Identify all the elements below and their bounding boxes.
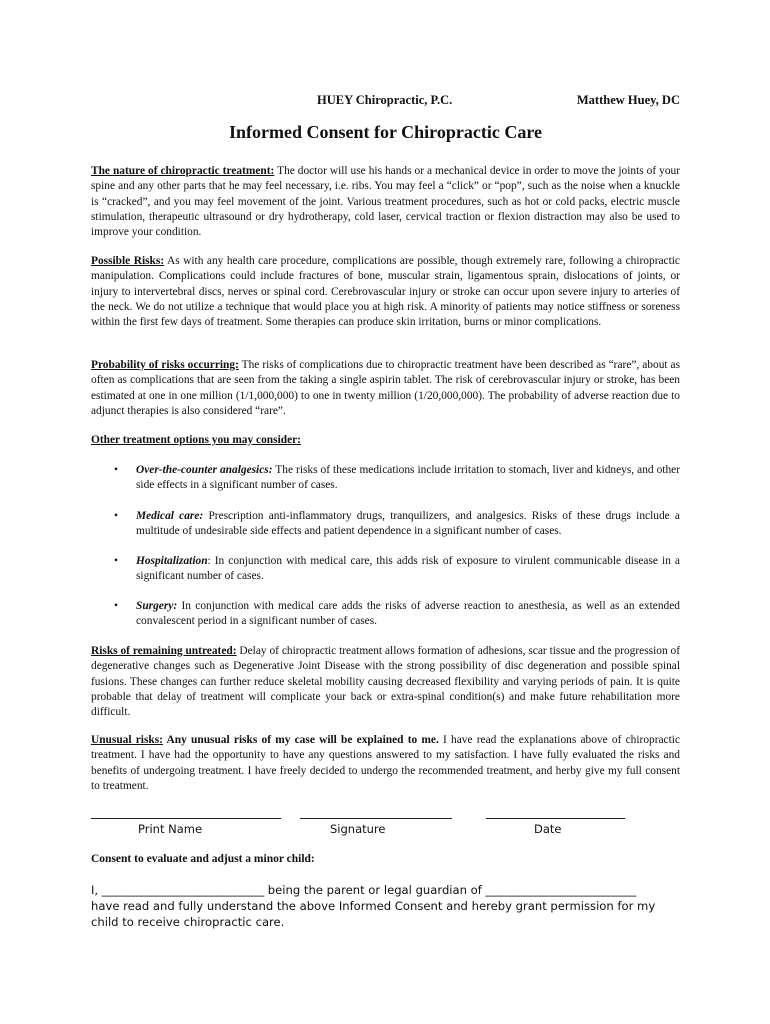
option-term: Hospitalization — [136, 555, 208, 567]
risks-paragraph — [91, 254, 680, 330]
option-body: The risks of these medications include irritation to stomach, liver and kidneys, and other side effects in a significant number of cases. — [136, 464, 680, 492]
date-line[interactable] — [486, 818, 625, 819]
document-title: Informed Consent for Chiropractic Care — [229, 122, 542, 142]
bullet-icon: • — [114, 464, 118, 476]
option-item — [114, 599, 680, 630]
guardian-statement: have read and fully understand the above Informed Consent and hereby grant permission for my child to receive chiropractic care. — [91, 899, 656, 929]
guardian-name-blank[interactable]: ____________________________ — [101, 883, 265, 897]
option-body: In conjunction with medical care adds the risks of adverse reaction to anesthesia, as well as an extended convalescent period in a significant number of cases. — [136, 600, 680, 628]
guardian-line — [91, 882, 682, 898]
company-name: HUEY Chiropractic, P.C. — [317, 93, 453, 107]
risks-heading: Possible Risks: — [91, 255, 165, 267]
probability-body: The risks of complications due to chiropractic treatment have been described as “rare”, about as often as complications that are seen from the taking a single aspirin tablet. The risk of cerebrovascular injury or stroke, has been estimated at one in one million (1/1,000,000) to one in twenty million (1/20,000,000). The probability of adverse reaction due to adjunct therapies is also considered “rare”. — [91, 359, 681, 417]
options-heading-line — [91, 433, 680, 448]
probability-heading: Probability of risks occurring: — [91, 359, 239, 371]
signature-label: Signature — [330, 822, 386, 836]
child-name-blank[interactable]: __________________________ — [485, 883, 637, 897]
untreated-paragraph — [91, 644, 680, 720]
option-item — [114, 554, 680, 585]
date-label: Date — [534, 822, 562, 836]
untreated-heading: Risks of remaining untreated: — [91, 645, 237, 657]
option-term: Medical care: — [136, 510, 204, 522]
untreated-body: Delay of chiropractic treatment allows formation of adhesions, scar tissue and the progression of degenerative changes such as Degenerative Joint Disease with the strong possibility of disc degeneration and possible spinal fusions. These changes can further reduce skeletal mobility causing decreased flexibility and varying periods of pain. It is quite probable that delay of treatment will complicate your back or extra-spinal condition(s) and make future rehabilitation more difficult. — [91, 645, 681, 719]
guardian-prefix: I, — [91, 883, 99, 897]
bullet-icon: • — [114, 510, 118, 522]
print-name-label: Print Name — [138, 822, 203, 836]
unusual-body: I have read the explanations above of chiropractic treatment. I have had the opportunity to have any questions answered to my satisfaction. I have fully evaluated the risks and benefits of undergoing treatment. I have freely decided to undergo the recommended treatment, and herby give my full consent to treatment. — [91, 734, 680, 792]
bullet-icon: • — [114, 555, 118, 567]
options-heading: Other treatment options you may consider: — [91, 434, 301, 446]
option-body: Prescription anti-inflammatory drugs, tranquilizers, and analgesics. Risks of these drugs include a multitude of undesirable side effects and patient dependence in a significant number of cases. — [136, 510, 680, 538]
signature-line[interactable] — [300, 818, 452, 819]
letterhead — [91, 93, 680, 111]
option-body: : In conjunction with medical care, this adds risk of exposure to virulent communicable disease in a significant number of cases. — [136, 555, 680, 583]
risks-body: As with any health care procedure, complications are possible, though extremely rare, following a chiropractic manipulation. Complications could include fractures of bone, muscular strain, ligamentous sprain, dislocations of joints, or injury to intervertebral discs, nerves or spinal cord. Cerebrovascular injury or stroke can occur upon severe injury to arteries of the neck. We do not utilize a technique that would place you at high risk. A minority of patients may notice stiffness or soreness within the first few days of treatment. Some therapies can produce skin irritation, burns or minor complications. — [91, 255, 680, 329]
probability-paragraph — [91, 358, 680, 419]
unusual-paragraph — [91, 733, 680, 794]
option-item — [114, 509, 680, 540]
doctor-name: Matthew Huey, DC — [576, 93, 680, 107]
guardian-mid-text: being the parent or legal guardian of — [267, 883, 482, 897]
option-term: Surgery: — [136, 600, 178, 612]
option-item — [114, 463, 680, 494]
bullet-icon: • — [114, 600, 118, 612]
print-name-line[interactable] — [91, 818, 281, 819]
nature-paragraph — [91, 164, 680, 240]
unusual-heading: Unusual risks: — [91, 734, 163, 746]
unusual-emphasis: Any unusual risks of my case will be explained to me. — [162, 734, 439, 746]
option-term: Over-the-counter analgesics: — [136, 464, 273, 476]
nature-body: The doctor will use his hands or a mechanical device in order to move the joints of your spine and any other parts that he may feel necessary, i.e. ribs. You may feel a “click” or “pop”, such as the noise when a knuckle is “cracked”, and you may feel movement of the joint. Various treatment procedures, such as hot or cold packs, electric muscle stimulation, therapeutic ultrasound or dry hydrotherapy, cold laser, cervical traction or flexion distraction may also be used to improve your condition. — [91, 165, 680, 239]
nature-heading: The nature of chiropractic treatment: — [91, 165, 275, 177]
minor-consent-heading: Consent to evaluate and adjust a minor child: — [91, 853, 315, 865]
